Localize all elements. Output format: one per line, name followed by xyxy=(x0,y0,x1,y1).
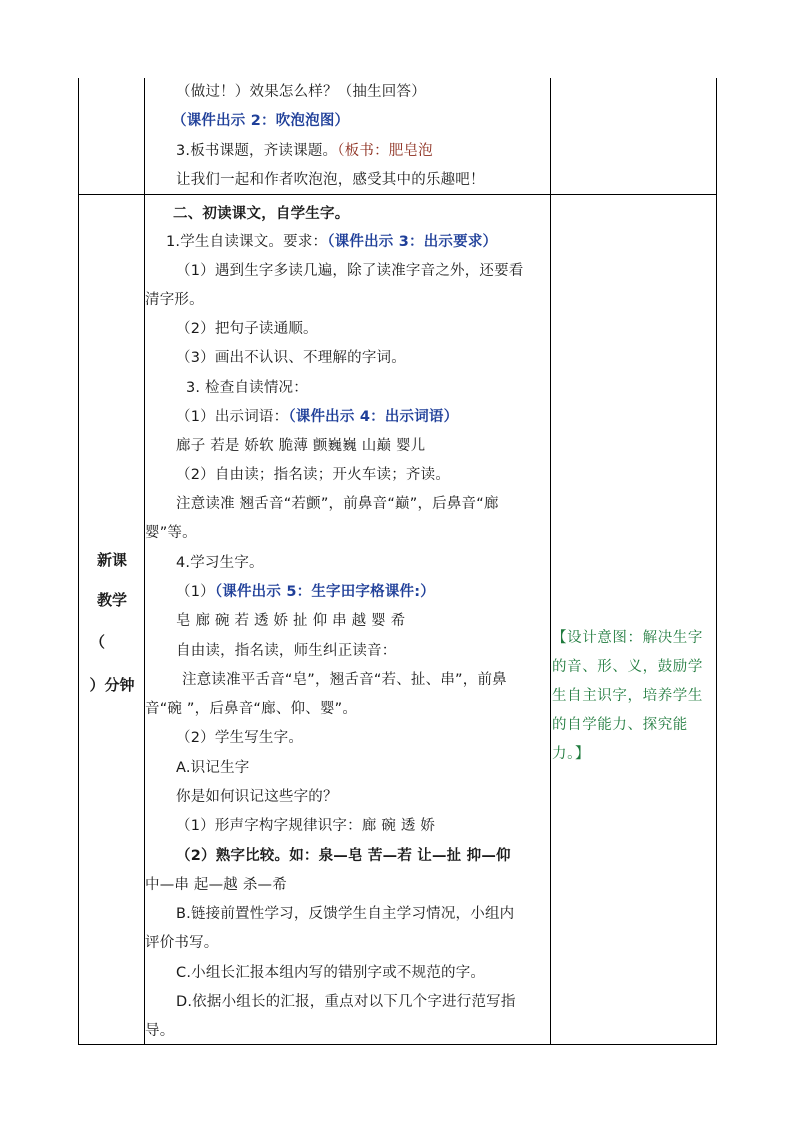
stage-label-2: 教学 xyxy=(96,591,127,609)
design-intent-note xyxy=(552,624,716,769)
sub-a-2 xyxy=(176,846,511,866)
note-line-1: 【设计意图：解决生字 xyxy=(552,630,703,646)
note-line-2: 的音、形、义，鼓励学 xyxy=(552,659,703,675)
courseware-2: （课件出示 2：吹泡泡图） xyxy=(172,113,350,129)
intro-line-3-text: 3.板书课题，齐读课题。 xyxy=(176,143,338,159)
intro-line-1: （做过！）效果怎么样？（抽生回答） xyxy=(176,84,426,100)
char-step-1 xyxy=(176,582,435,602)
step-3: 3. 检查自读情况： xyxy=(186,380,308,396)
board-writing: （板书：肥皂泡 xyxy=(337,143,433,159)
courseware-5: （课件出示 5：生字田字格课件:） xyxy=(214,584,435,600)
char-pronunciation: 注意读准平舌音“皂”，翘舌音“若、扯、串”，前鼻 xyxy=(182,672,507,688)
intro-line-3 xyxy=(176,141,433,161)
sub-b: B.链接前置性学习，反馈学生自主学习情况，小组内 xyxy=(176,906,515,922)
sub-d-cont: 导。 xyxy=(145,1023,175,1039)
step-4: 4.学习生字。 xyxy=(176,555,264,571)
sub-a-1: （1）形声字构字规律识字：廊 碗 透 娇 xyxy=(176,818,436,834)
reading-methods: （2）自由读；指名读；开火车读；齐读。 xyxy=(176,467,451,483)
section-heading: 二、初读课文，自学生字。 xyxy=(173,206,350,222)
table-row-divider xyxy=(78,194,717,195)
intro-line-4: 让我们一起和作者吹泡泡，感受其中的乐趣吧！ xyxy=(176,172,485,188)
read-correct: 自由读，指名读，师生纠正读音： xyxy=(176,643,397,659)
char-pronunciation-cont: 音“碗 ”，后鼻音“廊、仰、婴”。 xyxy=(145,701,358,717)
table-border-bottom xyxy=(78,1044,717,1045)
table-col-divider-1 xyxy=(144,78,145,1045)
char-step-2: （2）学生写生字。 xyxy=(176,730,304,746)
note-line-4: 的自学能力、探究能 xyxy=(552,717,688,733)
stage-label-3: （ xyxy=(90,633,106,651)
stage-label-1: 新课 xyxy=(96,551,127,569)
char-list: 皂 廊 碗 若 透 娇 扯 仰 串 越 婴 希 xyxy=(176,613,406,629)
table-border-right xyxy=(716,78,717,1045)
sub-a: A.识记生字 xyxy=(176,760,250,776)
sub-a-2-text: （2）熟字比较。如：泉—皂 苦—若 让—扯 抑—仰 xyxy=(176,848,511,864)
req-1: （1）遇到生字多读几遍，除了读准字音之外，还要看 xyxy=(176,263,524,279)
req-3: （3）画出不认识、不理解的字词。 xyxy=(176,350,406,366)
sub-a-2-cont: 中—串 起—越 杀—希 xyxy=(145,877,287,893)
word-list: 廊子 若是 娇软 脆薄 颤巍巍 山巅 婴儿 xyxy=(176,438,426,454)
sub-c: C.小组长汇报本组内写的错别字或不规范的字。 xyxy=(176,965,486,981)
note-line-5: 力。】 xyxy=(552,746,591,762)
courseware-4: （课件出示 4：出示词语） xyxy=(288,409,459,425)
table-col-divider-2 xyxy=(550,78,551,1045)
sub-a-question: 你是如何识记这些字的？ xyxy=(176,789,338,805)
pronunciation-note: 注意读准 翘舌音“若颤”，前鼻音“巅”，后鼻音“廊 xyxy=(176,496,499,512)
courseware-3: （课件出示 3：出示要求） xyxy=(327,234,498,250)
req-1-cont: 清字形。 xyxy=(145,292,204,308)
sub-b-cont: 评价书写。 xyxy=(145,935,219,951)
step-1 xyxy=(166,232,497,252)
step-1-text: 1.学生自读课文。要求： xyxy=(166,234,328,250)
pronunciation-note-cont: 婴”等。 xyxy=(145,525,197,541)
stage-label-4: ）分钟 xyxy=(89,676,135,694)
words-label: （1）出示词语： xyxy=(176,409,289,425)
note-line-3: 生自主识字，培养学生 xyxy=(552,688,703,704)
table-border-left xyxy=(78,78,79,1045)
words-line xyxy=(176,407,458,427)
sub-d: D.依据小组长的汇报，重点对以下几个字进行范写指 xyxy=(176,994,516,1010)
char-step-1-num: （1） xyxy=(176,584,215,600)
req-2: （2）把句子读通顺。 xyxy=(176,321,318,337)
